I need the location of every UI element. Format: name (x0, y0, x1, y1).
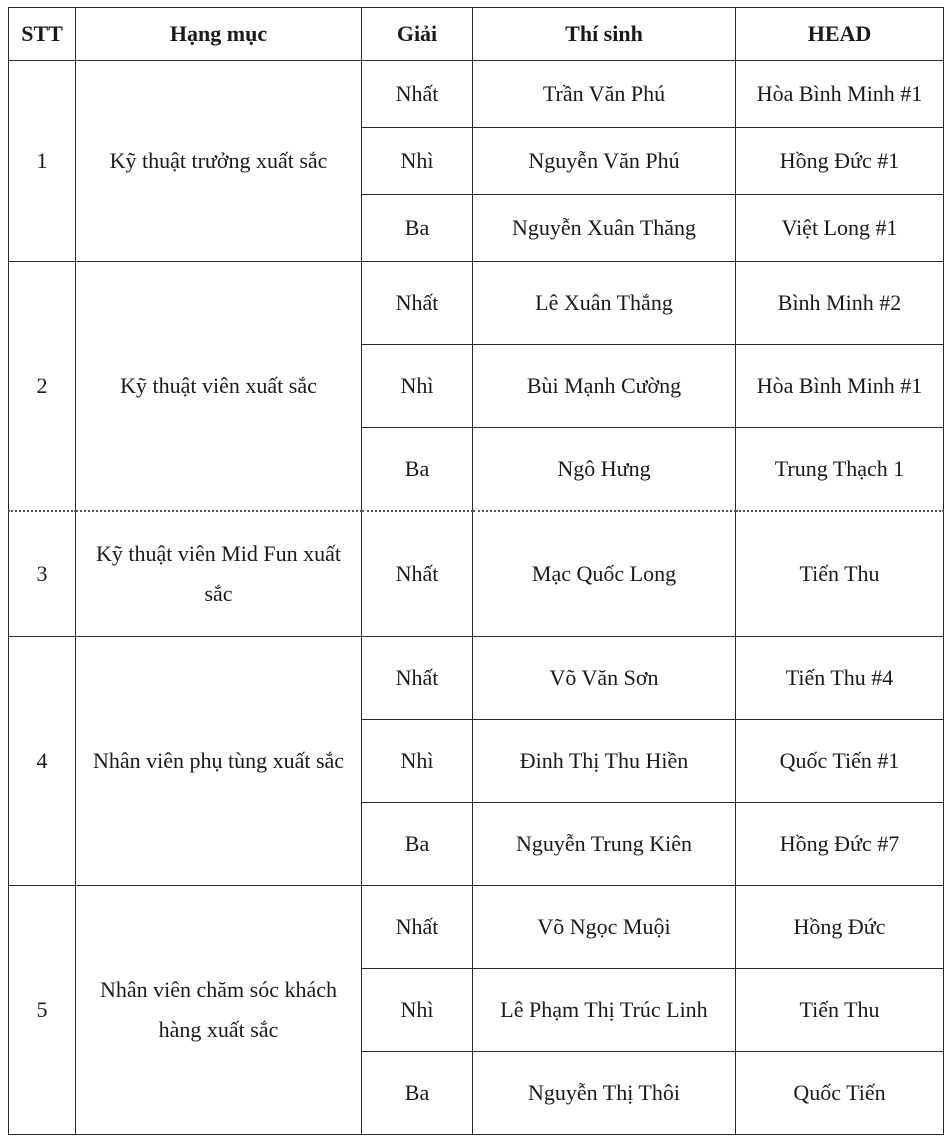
contestant-cell: Võ Văn Sơn (473, 637, 736, 720)
head-cell: Bình Minh #2 (736, 262, 944, 345)
contestant-cell: Mạc Quốc Long (473, 511, 736, 637)
table-row (9, 637, 944, 720)
contestant-cell: Nguyễn Xuân Thăng (473, 195, 736, 262)
prize-cell: Nhì (362, 720, 473, 803)
header-prize: Giải (362, 8, 473, 61)
header-head: HEAD (736, 8, 944, 61)
stt-cell: 1 (9, 61, 76, 262)
table-row (9, 61, 944, 128)
header-stt: STT (9, 8, 76, 61)
head-cell: Việt Long #1 (736, 195, 944, 262)
prize-cell: Ba (362, 803, 473, 886)
awards-table (8, 7, 944, 1135)
prize-cell: Nhất (362, 262, 473, 345)
head-cell: Quốc Tiến #1 (736, 720, 944, 803)
stt-cell: 5 (9, 886, 76, 1135)
stt-cell: 3 (9, 511, 76, 637)
header-category: Hạng mục (76, 8, 362, 61)
stt-cell: 4 (9, 637, 76, 886)
prize-cell: Nhất (362, 886, 473, 969)
category-cell: Nhân viên phụ tùng xuất sắc (76, 637, 362, 886)
prize-cell: Nhì (362, 128, 473, 195)
head-cell: Tiến Thu (736, 969, 944, 1052)
stt-cell: 2 (9, 262, 76, 511)
table-row (9, 511, 944, 637)
head-cell: Quốc Tiến (736, 1052, 944, 1135)
contestant-cell: Trần Văn Phú (473, 61, 736, 128)
prize-cell: Ba (362, 1052, 473, 1135)
table-row (9, 886, 944, 969)
contestant-cell: Lê Xuân Thắng (473, 262, 736, 345)
prize-cell: Nhất (362, 511, 473, 637)
header-row (9, 8, 944, 61)
category-cell: Nhân viên chăm sóc khách hàng xuất sắc (76, 886, 362, 1135)
category-cell: Kỹ thuật trưởng xuất sắc (76, 61, 362, 262)
head-cell: Hồng Đức #1 (736, 128, 944, 195)
head-cell: Hòa Bình Minh #1 (736, 345, 944, 428)
head-cell: Hồng Đức #7 (736, 803, 944, 886)
prize-cell: Nhì (362, 969, 473, 1052)
head-cell: Trung Thạch 1 (736, 428, 944, 511)
head-cell: Tiến Thu (736, 511, 944, 637)
contestant-cell: Nguyễn Thị Thôi (473, 1052, 736, 1135)
contestant-cell: Nguyễn Trung Kiên (473, 803, 736, 886)
contestant-cell: Nguyễn Văn Phú (473, 128, 736, 195)
contestant-cell: Bùi Mạnh Cường (473, 345, 736, 428)
table-row (9, 262, 944, 345)
category-cell: Kỹ thuật viên Mid Fun xuất sắc (76, 511, 362, 637)
contestant-cell: Lê Phạm Thị Trúc Linh (473, 969, 736, 1052)
prize-cell: Nhất (362, 61, 473, 128)
head-cell: Hòa Bình Minh #1 (736, 61, 944, 128)
header-contestant: Thí sinh (473, 8, 736, 61)
prize-cell: Nhì (362, 345, 473, 428)
prize-cell: Ba (362, 195, 473, 262)
contestant-cell: Võ Ngọc Muội (473, 886, 736, 969)
prize-cell: Ba (362, 428, 473, 511)
head-cell: Tiến Thu #4 (736, 637, 944, 720)
contestant-cell: Ngô Hưng (473, 428, 736, 511)
contestant-cell: Đinh Thị Thu Hiền (473, 720, 736, 803)
category-cell: Kỹ thuật viên xuất sắc (76, 262, 362, 511)
head-cell: Hồng Đức (736, 886, 944, 969)
prize-cell: Nhất (362, 637, 473, 720)
